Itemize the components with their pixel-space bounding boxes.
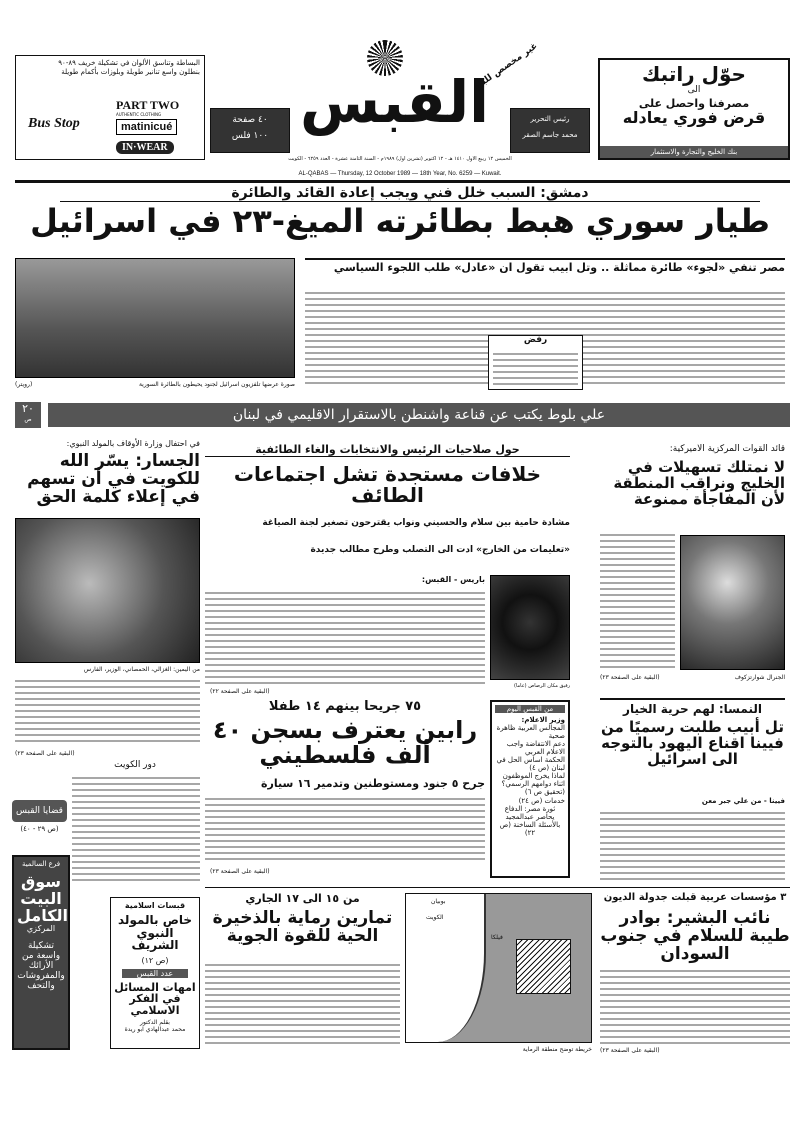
mid-dateline: باريس - القبس: xyxy=(421,575,485,584)
qadaya-box[interactable]: قضايا القبس xyxy=(12,800,67,822)
ad-bank-line1: حوّل راتبك xyxy=(642,62,746,86)
right-photo-schwarzkopf xyxy=(680,535,785,670)
islam-box-headline-2: امهات المسائل في الفكر الاسلامي xyxy=(114,980,196,1017)
today-item-1-label: وزير الاعلام: xyxy=(521,716,565,725)
date-line-ar: الخميس ١٢ ربيع الاول ١٤١٠ هـ - ١٢ اكتوبر (تشرين اول) ١٩٨٩م - السنة الثامنة عشرة - العدد ٦٢٥٩ - الكويت xyxy=(288,156,512,162)
left-body-text xyxy=(15,678,200,746)
left-photo-ceremony xyxy=(15,518,200,663)
editor-name: محمد جاسم الصقر xyxy=(522,131,578,139)
brand-part-two: PART TWO xyxy=(116,98,180,112)
ad-bank-line3: مصرفنا واحصل على xyxy=(638,97,750,110)
banner-page-label: ص xyxy=(24,416,32,423)
drill-map xyxy=(405,893,592,1043)
today-item-3[interactable]: الحكمة اساس الحل في لبنان (ص ٤) xyxy=(496,756,565,773)
right-photo-caption: الجنرال شوارتزكوف xyxy=(734,674,785,681)
brand-inwear: IN·WEAR xyxy=(116,141,174,154)
mid-bullet-2: «تعليمات من الخارج» ادت الى التصلب وطرح مطالب جديدة xyxy=(310,545,570,555)
mid-continued: (البقية على الصفحة ٢٢) xyxy=(210,688,270,695)
mid-photo-rassas xyxy=(490,575,570,680)
today-item-2[interactable]: دعم الانتفاضة واجب الاعلام العربي xyxy=(506,740,565,757)
not-for-sale-stamp: غير مخصص للبيع xyxy=(471,41,540,93)
map-firing-zone xyxy=(516,939,571,994)
map-label-bubiyan: بوبيان xyxy=(431,898,446,905)
banner-page-ref[interactable] xyxy=(15,402,41,428)
lead-headline: طيار سوري هبط بطائرته الميغ-٢٣ في اسرائيل xyxy=(30,202,770,240)
date-line-en: AL-QABAS — Thursday, 12 October 1989 — 18th Year, No. 6259 — Kuwait. xyxy=(298,171,502,177)
ad-bank-line2: الى xyxy=(687,85,701,95)
ad-home-text: تشكيلة واسعة من الأرائك والمفروشات والتحف xyxy=(17,941,65,992)
ad-home-top: فرع السالمية xyxy=(21,860,61,868)
islam-box xyxy=(110,897,200,1049)
ad-bank-footer: بنك الخليج والتجارة والاستثمار xyxy=(600,146,788,158)
lead-side-box-title: رفض xyxy=(523,335,548,345)
islam-box-author-label: بقلم الدكتور xyxy=(140,1019,170,1027)
ad-home-sub: المركزي xyxy=(26,924,56,934)
islam-box-author: محمد عبدالهادي ابو ريدة xyxy=(124,1026,186,1034)
sudan-continued: (البقية على الصفحة ٢٣) xyxy=(600,1047,660,1054)
right-kicker: قائد القوات المركزية الاميركية: xyxy=(669,444,785,454)
sudan-kicker: ٣ مؤسسات عربية قبلت جدولة الديون xyxy=(603,892,787,903)
section-rule xyxy=(205,887,790,888)
lead-photo-mig23 xyxy=(15,258,295,378)
lead-side-box-text xyxy=(493,351,578,385)
lead-photo-credit: (رويتر) xyxy=(15,381,33,388)
rabin-headline: رابين يعترف بسجن ٤٠ ألف فلسطيني xyxy=(212,716,478,770)
left-continued: (البقية على الصفحة ٢٣) xyxy=(15,750,75,757)
editor-box xyxy=(510,108,590,153)
ad-home-brand: سوق البيت الكامل xyxy=(17,872,68,925)
islam-box-headline: خاص بالمولد النبوي الشريف xyxy=(118,913,192,953)
today-box xyxy=(490,700,570,878)
rabin-body-text xyxy=(205,796,485,862)
islam-box-title: قبسات اسلامية xyxy=(124,901,186,910)
lead-kicker: دمشق: السبب خلل فني ويجب إعادة القائد والطائرة xyxy=(60,186,760,202)
ad-bank-line4: قرض فوري يعادله xyxy=(622,107,766,127)
lead-subhead: مصر تنفي «لجوء» طائرة مماثلة .. وتل ابيب تقول ان «عادل» طلب اللجوء السياسي xyxy=(305,258,785,274)
today-item-5[interactable]: خدمات (ص ٢٤) xyxy=(518,796,565,805)
left-headline: الجسار: يسّر الله للكويت في أن تسهم في إعلاء كلمة الحق xyxy=(27,451,200,507)
brand-bus-stop: Bus Stop xyxy=(28,116,80,131)
right-headline: لا نمتلك تسهيلات في الخليج ونراقب المنطقة لأن المفاجأة ممنوعة xyxy=(613,458,785,508)
page-count: ٤٠ صفحة xyxy=(232,115,268,125)
ad-clothing-line2: بنطلون واسع تنانير طويلة وبلوزات بأكمام طويلة xyxy=(61,68,200,77)
austria-body-text xyxy=(600,810,785,880)
today-item-6[interactable]: ثورة مصر: الدفاع يحاصر عبدالمجيد بالأسئلة الساخنة (ص ٢٢) xyxy=(499,804,561,837)
mid-photo-caption: رفيق مكان الرصاص (عاما) xyxy=(514,683,570,689)
right-body-text xyxy=(600,532,675,670)
rabin-kicker: ٧٥ جريحا بينهم ١٤ طفلا xyxy=(268,699,422,714)
drill-map-caption: خريطة توضح منطقة الرماية xyxy=(522,1046,592,1053)
drill-body-text xyxy=(205,962,400,1048)
austria-kicker: النمسا: لهم حرية الخيار xyxy=(600,698,785,716)
banner-page-number: ٢٠ xyxy=(22,402,34,415)
masthead-rule xyxy=(15,180,790,183)
right-continued: (البقية على الصفحة ٢٣) xyxy=(600,674,660,681)
islam-box-label: عدد القبس xyxy=(122,969,188,978)
map-label-failaka: فيلكا xyxy=(491,934,503,941)
austria-headline: تل أبيب طلبت رسميًا من فيينا اقناع اليهود بالتوجه الى اسرائيل xyxy=(601,718,784,768)
drill-headline: تمارين رماية بالذخيرة الحية للقوة الجوية xyxy=(212,908,393,946)
mid-bullet-1: مشادة حامية بين سلام والحسيني ونواب يقترحون تصغير لجنة الصياغة xyxy=(262,518,570,528)
lead-side-box xyxy=(488,335,583,390)
logo: القبس xyxy=(300,68,490,136)
editor-label: رئيس التحرير xyxy=(530,115,570,123)
brand-matinicue: matinicué xyxy=(116,119,177,135)
islam-box-page: (ص ١٢) xyxy=(141,955,169,965)
ad-home-store xyxy=(12,855,70,1050)
ad-clothing-line1: البساطة وتناسق الألوان في تشكيلة خريف ٨٩-٩٠ xyxy=(58,59,200,67)
ad-bank xyxy=(598,58,790,160)
rabin-subhead: جرح ٥ جنود ومستوطنين وتدمير ١٦ سيارة xyxy=(261,777,485,790)
ad-clothing xyxy=(15,55,205,160)
mid-body-text xyxy=(205,590,485,685)
map-coastline xyxy=(406,894,486,1042)
today-item-4[interactable]: لماذا يخرج الموظفون اثناء دوامهم الرسمي؟ (تحقيق ص ٦) xyxy=(501,772,565,797)
price-box xyxy=(210,108,290,153)
left-photo-caption: من اليمين: الغزالي، الحمصاني، الوزير، الفارس xyxy=(83,666,200,673)
sudan-body-text xyxy=(600,968,790,1044)
price: ١٠٠ فلس xyxy=(231,131,269,141)
left-subhead: دور الكويت xyxy=(114,760,156,770)
mid-headline: خلافات مستجدة تشل اجتماعات الطائف xyxy=(233,462,542,507)
sudan-headline: نائب البشير: بوادر طيبة للسلام في جنوب السودان xyxy=(600,908,790,964)
mid-kicker: حول صلاحيات الرئيس والانتخابات والغاء الطائفية xyxy=(205,444,570,457)
left-body-text-2 xyxy=(72,775,200,885)
brand-part-two-sub: AUTHENTIC CLOTHING xyxy=(116,112,162,117)
qadaya-pages: (ص ٢٩ - ٤٠) xyxy=(20,825,59,833)
drill-kicker: من ١٥ الى ١٧ الجاري xyxy=(245,892,360,905)
left-kicker: في احتفال وزارة الأوقاف بالمولد النبوي: xyxy=(66,439,200,448)
today-box-title: من القبس اليوم xyxy=(495,705,565,713)
map-label-kuwait: الكويت xyxy=(426,914,444,921)
rabin-continued: (البقية على الصفحة ٢٣) xyxy=(210,868,270,875)
austria-dateline: فيينا - من علي جبر معن xyxy=(701,797,785,805)
banner-headline[interactable]: علي بلوط يكتب عن قناعة واشنطن بالاستقرار الاقليمي في لبنان xyxy=(48,403,790,427)
lead-photo-caption: صورة عرضها تلفزيون اسرائيل لجنود يحيطون بالطائرة السورية xyxy=(138,381,295,388)
today-item-1[interactable]: المجالس العربية ظاهرة صحية xyxy=(496,724,565,741)
